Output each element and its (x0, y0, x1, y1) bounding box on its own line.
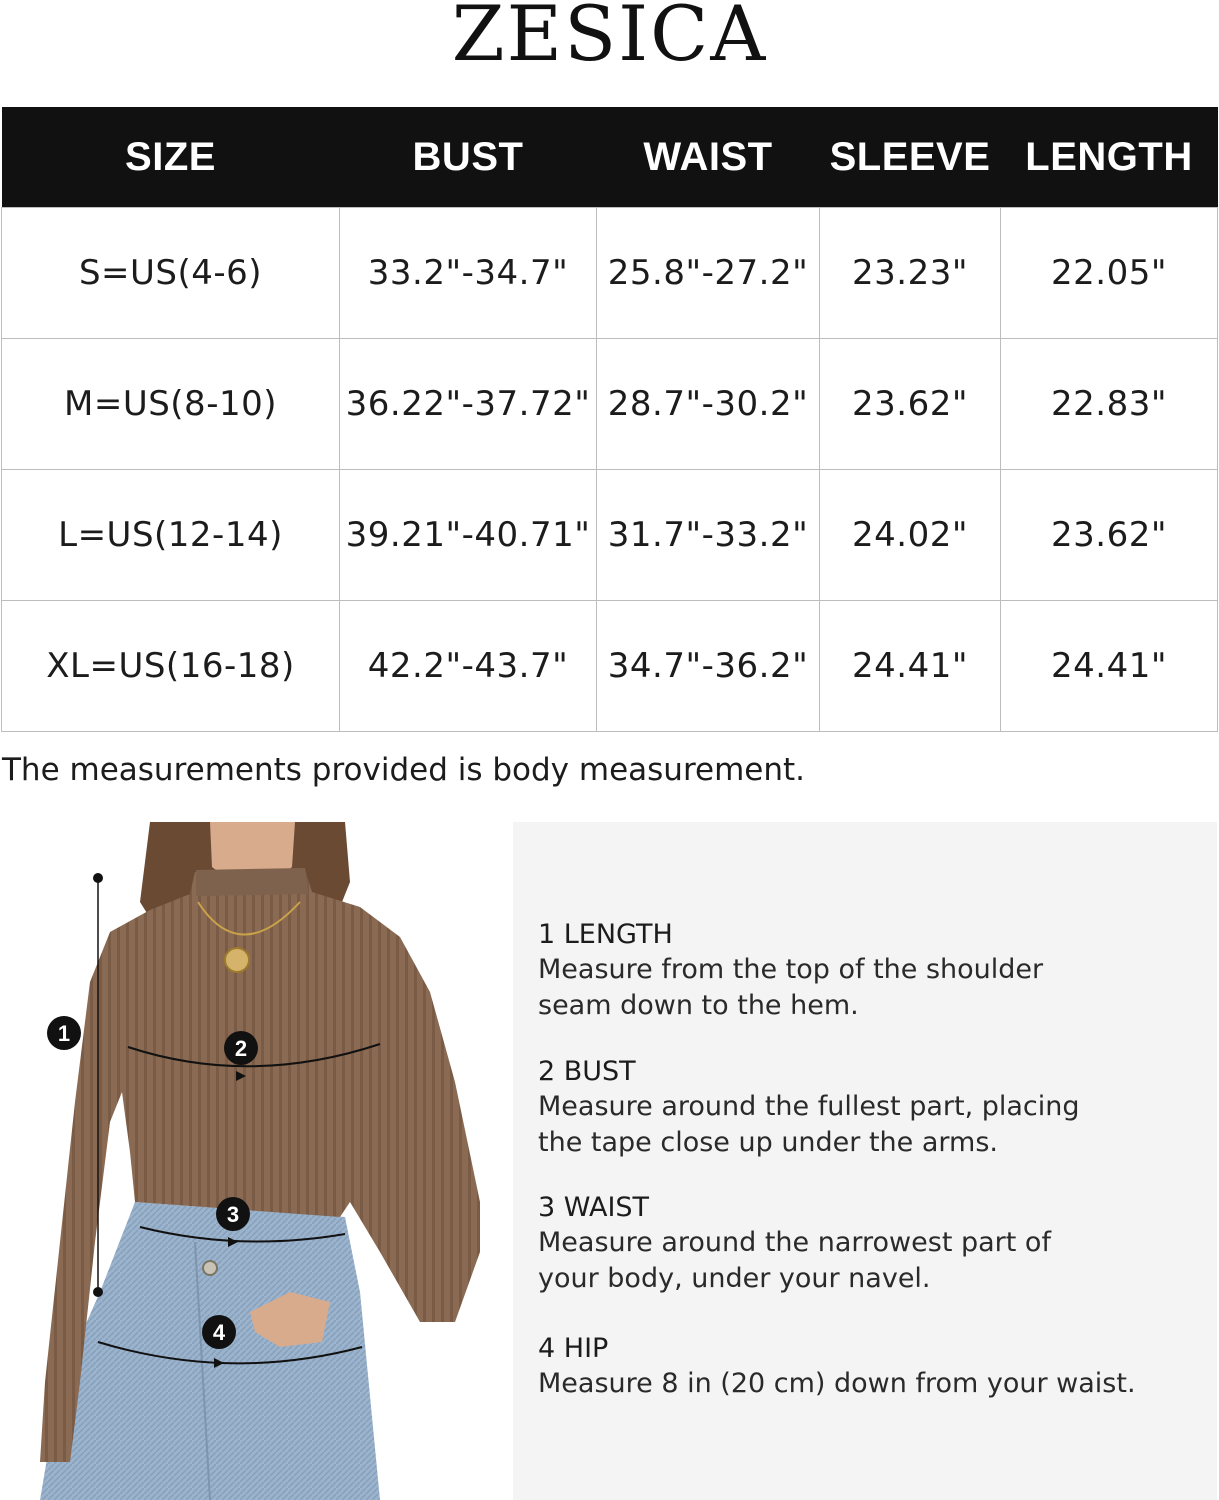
table-row (2, 208, 1218, 339)
model-measurement-diagram (0, 822, 500, 1500)
brand-name: ZESICA (451, 0, 768, 78)
cell-bust: 33.2"-34.7" (340, 208, 597, 339)
table-row (2, 601, 1218, 732)
cell-length: 23.62" (1001, 470, 1218, 601)
header-waist: WAIST (597, 107, 820, 208)
cell-bust: 39.21"-40.71" (340, 470, 597, 601)
table-row (2, 470, 1218, 601)
marker-3-label: 3 (226, 1202, 240, 1227)
guide-description: Measure 8 in (20 cm) down from your waist. (538, 1368, 1136, 1399)
table-row (2, 339, 1218, 470)
header-size: SIZE (2, 107, 340, 208)
brand-logo (0, 0, 1219, 100)
cell-bust: 42.2"-43.7" (340, 601, 597, 732)
guide-item-hip (538, 1332, 1188, 1402)
guide-description: Measure around the narrowest part of your body, under your navel. (538, 1227, 1051, 1294)
cell-sleeve: 23.62" (820, 339, 1001, 470)
header-sleeve: SLEEVE (820, 107, 1001, 208)
guide-item-waist (538, 1191, 1068, 1297)
marker-4-label: 4 (212, 1320, 226, 1345)
cell-size: S=US(4-6) (2, 208, 340, 339)
cell-sleeve: 24.02" (820, 470, 1001, 601)
measurement-note: The measurements provided is body measurement. (2, 752, 806, 788)
table-header-row (2, 107, 1218, 208)
cell-length: 22.05" (1001, 208, 1218, 339)
cell-sleeve: 24.41" (820, 601, 1001, 732)
marker-1-label: 1 (57, 1021, 71, 1046)
header-bust: BUST (340, 107, 597, 208)
jeans-button (203, 1261, 217, 1275)
cell-sleeve: 23.23" (820, 208, 1001, 339)
cell-size: XL=US(16-18) (2, 601, 340, 732)
cell-waist: 25.8"-27.2" (597, 208, 820, 339)
guide-item-length (538, 918, 1058, 1024)
guide-title: 1 LENGTH (538, 919, 673, 950)
cell-waist: 28.7"-30.2" (597, 339, 820, 470)
guide-title: 2 BUST (538, 1056, 636, 1087)
cell-waist: 31.7"-33.2" (597, 470, 820, 601)
guide-description: Measure from the top of the shoulder seam down to the hem. (538, 954, 1044, 1021)
cell-size: M=US(8-10) (2, 339, 340, 470)
guide-item-bust (538, 1055, 1098, 1161)
measurement-guide-panel (513, 822, 1217, 1500)
cell-bust: 36.22"-37.72" (340, 339, 597, 470)
cell-waist: 34.7"-36.2" (597, 601, 820, 732)
guide-title: 4 HIP (538, 1333, 609, 1364)
size-chart-table (1, 107, 1218, 732)
guide-title: 3 WAIST (538, 1192, 650, 1223)
cell-size: L=US(12-14) (2, 470, 340, 601)
guide-description: Measure around the fullest part, placing the tape close up under the arms. (538, 1091, 1080, 1158)
header-length: LENGTH (1001, 107, 1218, 208)
cell-length: 24.41" (1001, 601, 1218, 732)
marker-2-label: 2 (234, 1036, 248, 1061)
cell-length: 22.83" (1001, 339, 1218, 470)
